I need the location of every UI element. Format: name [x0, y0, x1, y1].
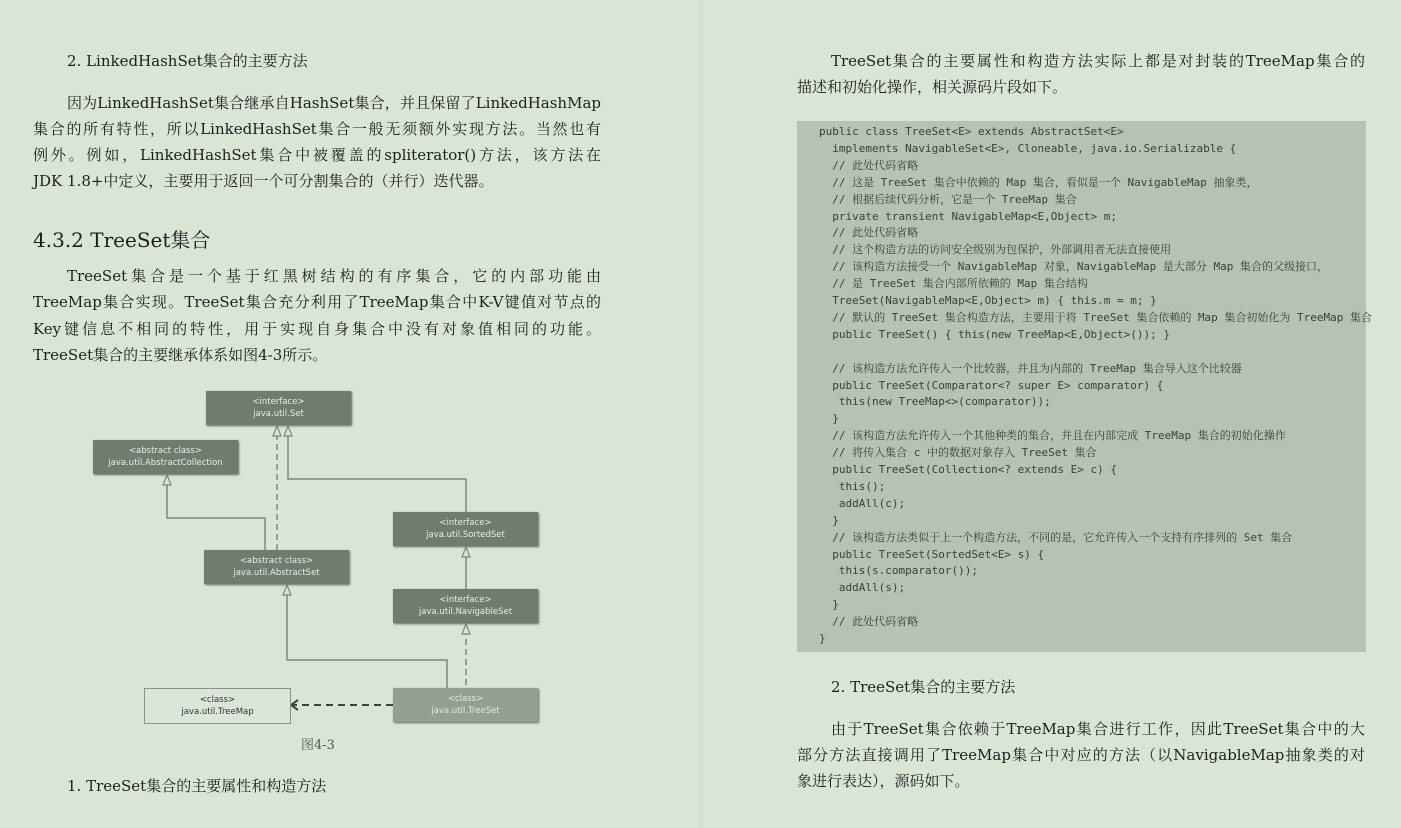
- text-line: Key键信息不相同的特性，用于实现自身集合中没有对象值相同的功能。: [33, 319, 601, 338]
- section-heading-treeset: 4.3.2 TreeSet集合: [33, 228, 211, 252]
- class-name: java.util.AbstractSet: [233, 568, 320, 578]
- abstractset-extends-abstractcollection: [167, 480, 265, 550]
- code-line: }: [819, 598, 839, 612]
- sortedset-extends-set: [288, 430, 466, 512]
- code-line: }: [819, 513, 839, 527]
- subheading-treeset-methods: 2. TreeSet集合的主要方法: [831, 678, 1016, 696]
- class-name: java.util.TreeMap: [181, 707, 254, 717]
- class-box-sortedset: [393, 512, 538, 546]
- stereotype: <class>: [447, 694, 484, 704]
- text-line: 因为LinkedHashSet集合继承自HashSet集合，并且保留了LinkedHashMap: [67, 94, 601, 112]
- text-line: 例外。例如，LinkedHashSet集合中被覆盖的spliterator()方法，该方法在: [33, 146, 601, 164]
- code-line: private transient NavigableMap<E,Object> m;: [819, 209, 1118, 223]
- text-line: 集合的所有特性，所以LinkedHashSet集合一般无须额外实现方法。当然也有: [33, 120, 601, 138]
- code-line: this();: [819, 479, 886, 493]
- code-line: public TreeSet(Comparator<? super E> comparator) {: [819, 378, 1164, 392]
- stereotype: <abstract class>: [128, 446, 203, 456]
- code-line: // 默认的 TreeSet 集合构造方法，主要用于将 TreeSet 集合依赖的 Map 集合初始化为 TreeMap 集合: [819, 310, 1373, 324]
- code-line: // 这个构造方法的访问安全级别为包保护，外部调用者无法直接使用: [819, 243, 1172, 257]
- stereotype: <abstract class>: [239, 556, 314, 566]
- code-line: // 该构造方法类似于上一个构造方法，不同的是，它允许传入一个支持有序排列的 Set 集合: [819, 530, 1293, 544]
- stereotype: <interface>: [439, 595, 492, 605]
- text-line: TreeSet集合的主要属性和构造方法实际上都是对封装的TreeMap集合的: [831, 52, 1365, 70]
- code-line: public class TreeSet<E> extends AbstractSet<E>: [819, 125, 1124, 138]
- stereotype: <class>: [199, 695, 236, 705]
- code-line: // 这是 TreeSet 集合中依赖的 Map 集合，看似是一个 NavigableMap 抽象类，: [819, 175, 1258, 189]
- code-line: implements NavigableSet<E>, Cloneable, java.io.Serializable {: [819, 141, 1237, 155]
- code-line: public TreeSet() { this(new TreeMap<E,Object>()); }: [819, 327, 1170, 341]
- text-line: TreeMap集合实现。TreeSet集合充分利用了TreeMap集合中K-V键值对节点的: [33, 293, 601, 312]
- code-line: TreeSet(NavigableMap<E,Object> m) { this.m = m; }: [819, 294, 1157, 307]
- text-line: TreeSet集合的主要继承体系如图4-3所示。: [33, 345, 328, 364]
- class-name: java.util.NavigableSet: [418, 607, 513, 617]
- text-line: JDK 1.8+中定义，主要用于返回一个可分割集合的（并行）迭代器。: [33, 172, 494, 190]
- figure-caption: 图4-3: [301, 738, 335, 753]
- stereotype: <interface>: [252, 397, 305, 407]
- class-name: java.util.SortedSet: [426, 530, 505, 540]
- code-line: // 此处代码省略: [819, 615, 919, 629]
- text-line: 部分方法直接调用了TreeMap集合中对应的方法（以NavigableMap抽象类的对: [797, 746, 1365, 764]
- text-line: 描述和初始化操作，相关源码片段如下。: [797, 78, 1068, 96]
- code-line: }: [819, 632, 826, 645]
- code-line: this(s.comparator());: [819, 564, 978, 578]
- class-name: java.util.AbstractCollection: [108, 458, 223, 468]
- subheading-treeset-constructors: 1. TreeSet集合的主要属性和构造方法: [67, 777, 327, 795]
- code-line: // 此处代码省略: [819, 158, 919, 172]
- text-line: 由于TreeSet集合依赖于TreeMap集合进行工作，因此TreeSet集合中的大: [831, 720, 1365, 738]
- class-box-set: [206, 391, 351, 425]
- code-line: // 根据后续代码分析，它是一个 TreeMap 集合: [819, 192, 1077, 206]
- text-line: 象进行表达），源码如下。: [797, 772, 970, 790]
- class-box-treemap: [144, 688, 291, 724]
- code-line: addAll(s);: [819, 581, 906, 595]
- class-name: java.util.Set: [253, 409, 304, 419]
- code-line: // 该构造方法允许传入一个其他种类的集合，并且在内部完成 TreeMap 集合的初始化操作: [819, 429, 1286, 443]
- class-name: java.util.TreeSet: [431, 706, 500, 716]
- code-line: public TreeSet(Collection<? extends E> c) {: [819, 463, 1118, 476]
- code-block: [797, 121, 1373, 652]
- code-line: this(new TreeMap<>(comparator));: [819, 395, 1051, 409]
- class-box-abstractset: [204, 550, 349, 584]
- stereotype: <interface>: [439, 518, 492, 528]
- class-box-treeset: [393, 688, 538, 722]
- text-line: TreeSet集合是一个基于红黑树结构的有序集合，它的内部功能由: [67, 267, 601, 285]
- code-line: // 该构造方法接受一个 NavigableMap 对象，NavigableMap 是大部分 Map 集合的父级接口，: [819, 260, 1329, 274]
- code-line: addAll(c);: [819, 496, 906, 510]
- code-line: }: [819, 412, 839, 426]
- code-line: public TreeSet(SortedSet<E> s) {: [819, 547, 1045, 561]
- class-box-navigableset: [393, 589, 538, 623]
- code-line: // 是 TreeSet 集合内部所依赖的 Map 集合结构: [819, 277, 1088, 291]
- code-line: // 该构造方法允许传入一个比较器，并且为内部的 TreeMap 集合导入这个比较器: [819, 361, 1242, 375]
- class-box-abstractcollection: [93, 440, 238, 474]
- subheading-linkedhashset-methods: 2. LinkedHashSet集合的主要方法: [67, 52, 308, 70]
- code-line: // 此处代码省略: [819, 226, 919, 240]
- code-line: // 将传入集合 c 中的数据对象存入 TreeSet 集合: [819, 446, 1097, 460]
